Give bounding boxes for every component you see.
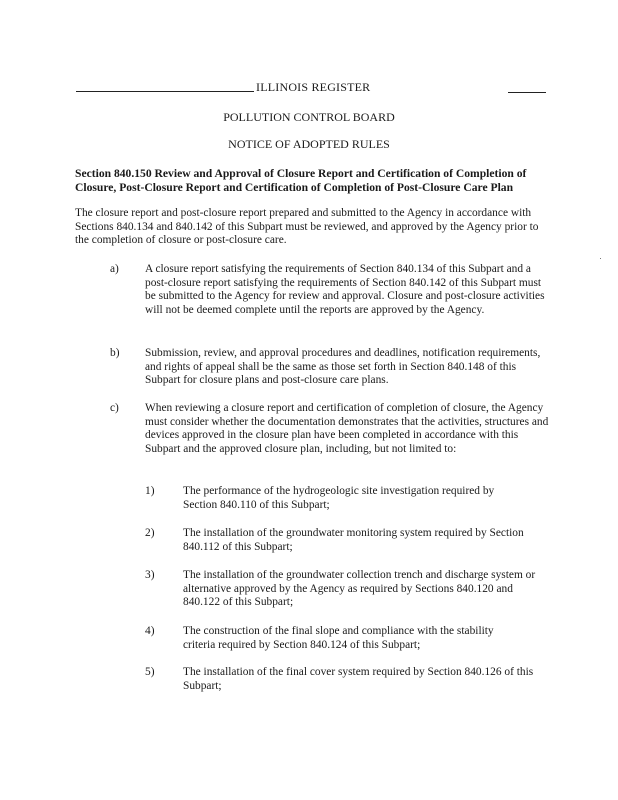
notice-title: NOTICE OF ADOPTED RULES [228, 137, 390, 151]
item-1-text: The performance of the hydrogeologic site investigation required by Section 840.110 of this Subpart; [183, 485, 495, 511]
subsection-b-text: Submission, review, and approval procedures and deadlines, notification requirements, and rights of appeal shall be the same as those set forth in Section 840.148 of this Subpart for closure plans and post-closure care plans. [145, 347, 541, 386]
subsection-a-text: A closure report satisfying the requirements of Section 840.134 of this Subpart and a post-closure report satisfying the requirements of Section 840.142 of this Subpart must be submitted to the Agency for review and approval. Closure and post-closure activities will not be deemed complete until the reports are approved by the Agency. [145, 263, 545, 316]
item-1-label: 1) [145, 485, 155, 497]
subsection-c-label: c) [110, 402, 119, 414]
board-name: POLLUTION CONTROL BOARD [223, 110, 395, 124]
subsection-b-label: b) [110, 347, 120, 359]
item-3-label: 3) [145, 569, 155, 581]
register-title: ILLINOIS REGISTER [256, 80, 371, 94]
item-2-label: 2) [145, 527, 155, 539]
scan-speck [600, 258, 601, 259]
header-rule-left [76, 91, 254, 92]
item-4-text: The construction of the final slope and compliance with the stability criteria required by Section 840.124 of this Subpart; [183, 625, 494, 651]
header-rule-right [508, 92, 546, 93]
section-heading: Section 840.150 Review and Approval of Closure Report and Certification of Completion of Closure, Post-Closure Report and Certification of Completion of Post-Closure Care Plan [75, 167, 527, 194]
item-3-text: The installation of the groundwater collection trench and discharge system or alternative approved by the Agency as required by Sections 840.120 and 840.122 of this Subpart; [183, 569, 536, 608]
subsection-c-text: When reviewing a closure report and certification of completion of closure, the Agency must consider whether the documentation demonstrates that the activities, structures and devices approved in the closure plan have been completed in accordance with this Subpart and the approved closure plan, including, but not limited to: [145, 402, 549, 455]
item-5-label: 5) [145, 666, 155, 678]
item-5-text: The installation of the final cover system required by Section 840.126 of this Subpart; [183, 666, 534, 692]
intro-paragraph: The closure report and post-closure report prepared and submitted to the Agency in accordance with Sections 840.134 and 840.142 of this Subpart must be reviewed, and approved by the Agency prior to the completion of closure or post-closure care. [75, 207, 539, 246]
item-2-text: The installation of the groundwater monitoring system required by Section 840.112 of this Subpart; [183, 527, 524, 553]
item-4-label: 4) [145, 625, 155, 637]
subsection-a-label: a) [110, 263, 119, 275]
